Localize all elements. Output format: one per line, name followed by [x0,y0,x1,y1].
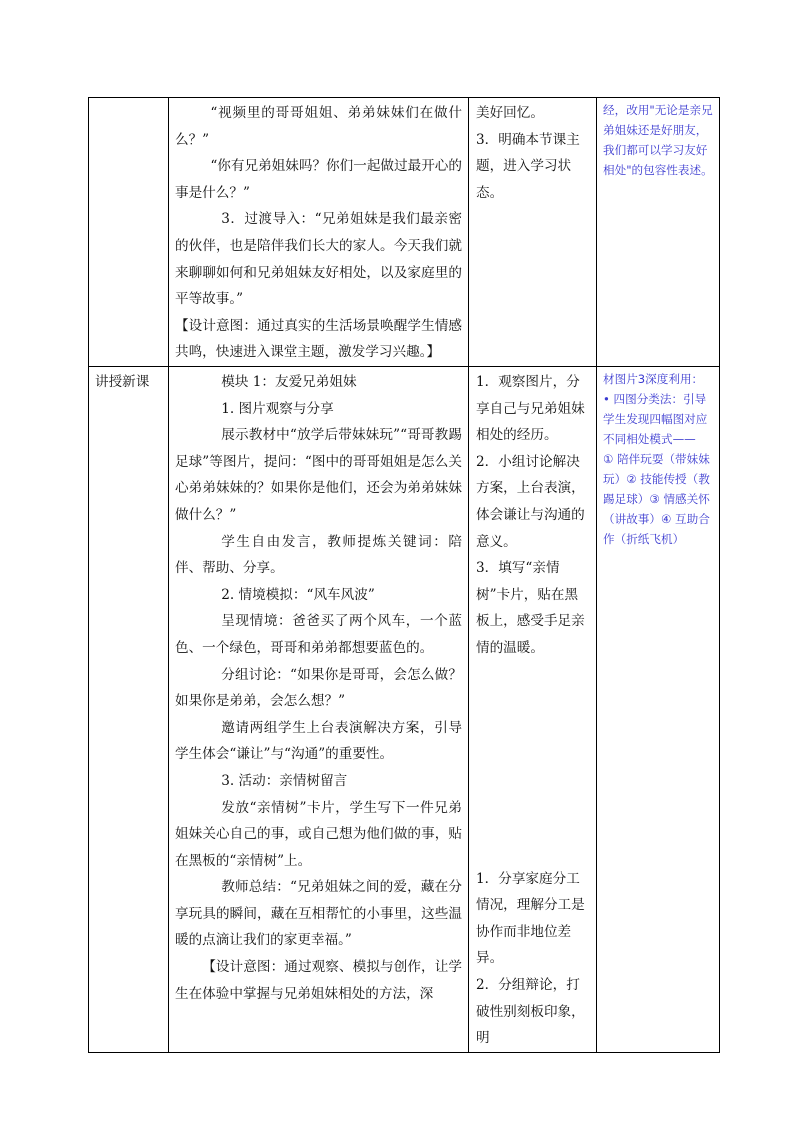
paragraph: 呈现情境：爸爸买了两个风车，一个蓝色、一个绿色，哥哥和弟弟都想要蓝色的。 [175,613,462,656]
paragraph: 邀请两组学生上台表演解决方案，引导学生体会“谦让”与“沟通”的重要性。 [175,719,462,763]
question-text: “你有兄弟姐妹吗？你们一起做过最开心的事是什么？” [175,158,462,201]
note-cell [597,367,720,1053]
row-label-cell [89,98,169,367]
student-activity-text: 2．分组辩论，打破性别刻板印象，明 [476,976,585,1047]
table-row [89,98,720,367]
paragraph: 展示教材中“放学后带妹妹玩”“哥哥教踢足球”等图片，提问：“图中的哥哥姐姐是怎么关心弟弟妹妹的？如果你是他们，还会为弟弟妹妹做什么？” [175,427,462,523]
row-label-cell [89,367,169,1053]
student-activity-cell [469,98,597,367]
note-text: • 四图分类法：引导学生发现四幅图对应不同相处模式—— [603,392,708,446]
student-activity-text: 1．分享家庭分工情况，理解分工是协作而非地位差异。 [476,870,585,967]
section-title: 3. 活动：亲情树留言 [221,772,348,789]
student-activity-text: 3．明确本节课主题，进入学习状态。 [476,131,580,201]
student-activity-text: 2．小组讨论解决方案，上台表演，体会谦让与沟通的意义。 [476,453,585,550]
student-activity-text: 3．填写“亲情树”卡片，贴在黑板上，感受手足亲情的温暖。 [476,560,585,656]
student-activity-text: 1．观察图片，分享自己与兄弟姐妹相处的经历。 [476,374,585,444]
note-text: ① 陪伴玩耍（带妹妹玩）② 技能传授（教踢足球）③ 情感关怀（讲故事）④ 互助合作（折纸飞机） [603,452,710,546]
note-cell [597,98,720,367]
design-intent-text: 【设计意图：通过真实的生活场景唤醒学生情感共鸣，快速进入课堂主题，激发学习兴趣。】 [175,317,462,361]
paragraph: 学生自由发言，教师提炼关键词：陪伴、帮助、分享。 [175,533,462,577]
row-label: 讲授新课 [95,374,150,390]
student-activity-text: 美好回忆。 [476,105,544,121]
row-label [89,98,168,100]
teacher-activity-cell [169,367,469,1053]
paragraph: 分组讨论：“如果你是哥哥，会怎么做？如果你是弟弟，会怎么想？” [175,666,462,710]
student-activity-cell [469,367,597,1053]
note-text: 经，改用"无论是亲兄弟姐妹还是好朋友，我们都可以学习友好相处"的包容性表述。 [603,103,713,177]
module-title: 模块 1：友爱兄弟姐妹 [221,374,357,390]
question-text: “视频里的哥哥姐姐、弟弟妹妹们在做什么？” [175,105,462,148]
transition-text: 3．过渡导入：“兄弟姐妹是我们最亲密的伙伴，也是陪伴我们长大的家人。今天我们就来聊聊如何和兄弟姐妹友好相处，以及家庭里的平等故事。” [175,211,462,308]
note-text: 材图片3深度利用： [603,372,704,386]
design-intent-text: 【设计意图：通过观察、模拟与创作，让学生在体验中掌握与兄弟姐妹相处的方法，深 [175,959,462,1002]
section-title: 2. 情境模拟：“风车风波” [221,586,375,603]
paragraph: 发放“亲情树”卡片，学生写下一件兄弟姐妹关心自己的事，或自己想为他们做的事，贴在黑板的“亲情树”上。 [175,799,462,869]
teacher-activity-cell [169,98,469,367]
paragraph: 教师总结：“兄弟姐妹之间的爱，藏在分享玩具的瞬间，藏在互相帮忙的小事里，这些温暖的点滴让我们的家更幸福。” [175,879,462,949]
table-row [89,367,720,1053]
section-title: 1. 图片观察与分享 [221,400,334,417]
lesson-plan-table [88,97,720,1053]
